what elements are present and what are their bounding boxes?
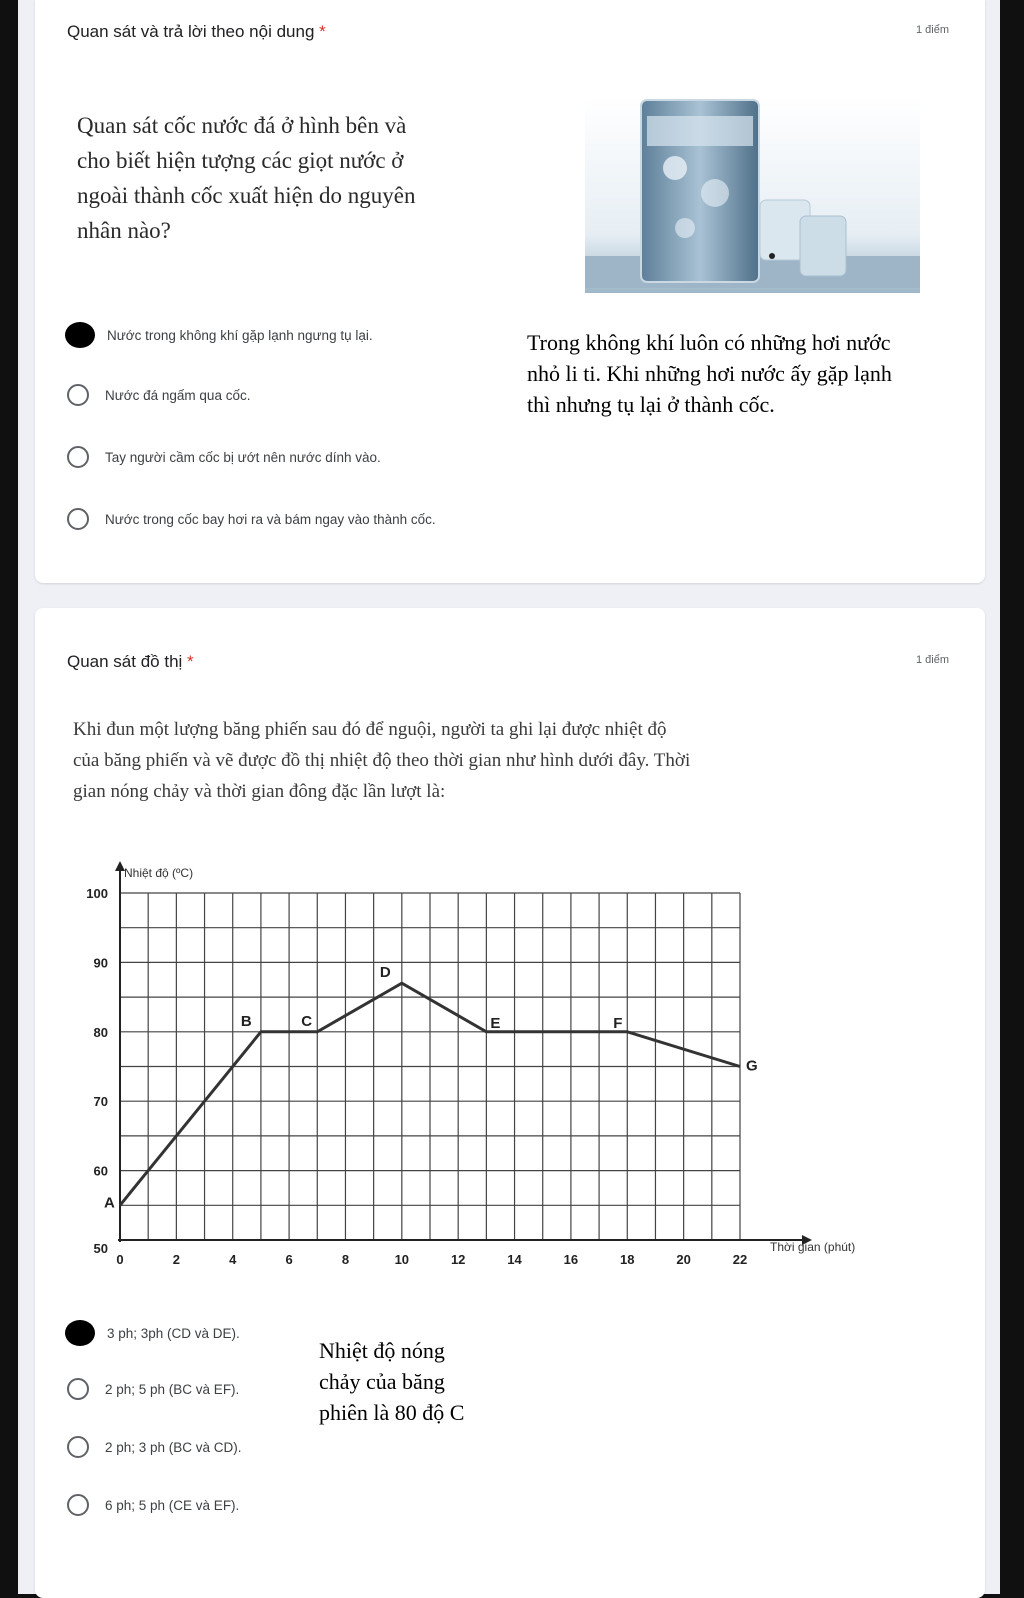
explanation-line: nhỏ li ti. Khi những hơi nước ấy gặp lạnh	[527, 361, 892, 386]
explanation-line: phiên là 80 độ C	[319, 1400, 465, 1425]
required-asterisk: *	[319, 22, 326, 41]
option-row[interactable]	[67, 508, 436, 530]
prompt-line: ngoài thành cốc xuất hiện do nguyên	[77, 183, 416, 208]
option-row[interactable]	[65, 1320, 240, 1346]
question-title-text: Quan sát đồ thị	[67, 652, 183, 671]
option-label: 2 ph; 5 ph (BC và EF).	[105, 1381, 240, 1397]
points-label: 1 điểm	[915, 24, 949, 36]
question-card-1	[35, 0, 985, 583]
x-tick-label: 8	[341, 1252, 350, 1267]
answer-explanation	[527, 327, 896, 420]
option-label: Tay người cầm cốc bị ướt nên nước dính vào.	[105, 449, 381, 465]
radio-button-selected[interactable]	[65, 322, 95, 348]
question-prompt	[77, 108, 416, 248]
chart-axes	[115, 861, 812, 1245]
points-label: 1 điểm	[915, 654, 949, 666]
x-tick-label: 20	[676, 1252, 691, 1267]
x-tick-label: 14	[507, 1252, 522, 1267]
point-label: F	[613, 1014, 623, 1032]
option-row[interactable]	[67, 446, 381, 468]
explanation-line: chảy của băng	[319, 1369, 445, 1394]
prompt-line: của băng phiến và vẽ được đồ thị nhiệt độ theo thời gian như hình dưới đây. Thời	[73, 750, 691, 771]
x-tick-label: 12	[450, 1252, 466, 1267]
point-label: G	[746, 1057, 758, 1075]
chart-series	[104, 964, 758, 1211]
option-row[interactable]	[65, 322, 373, 348]
option-label: Nước trong không khí gặp lạnh ngưng tụ lại.	[107, 327, 373, 343]
prompt-line: cho biết hiện tượng các giọt nước ở	[77, 148, 404, 173]
prompt-line: Quan sát cốc nước đá ở hình bên và	[77, 113, 407, 138]
x-tick-label: 18	[620, 1252, 635, 1267]
y-axis-label: Nhiệt độ (ºC)	[124, 866, 194, 880]
option-label: Nước đá ngấm qua cốc.	[105, 387, 251, 403]
option-row[interactable]	[67, 1378, 239, 1400]
explanation-line: Trong không khí luôn có những hơi nước	[527, 330, 891, 355]
option-label: 3 ph; 3ph (CD và DE).	[107, 1325, 240, 1341]
radio-button[interactable]	[67, 508, 89, 530]
y-tick-label: 50	[93, 1241, 108, 1256]
point-label: A	[104, 1194, 115, 1212]
radio-button[interactable]	[67, 1494, 89, 1516]
question-prompt	[73, 714, 690, 807]
x-tick-label: 22	[732, 1252, 748, 1267]
option-label: 6 ph; 5 ph (CE và EF).	[105, 1497, 240, 1513]
x-tick-label: 4	[229, 1252, 237, 1267]
x-tick-label: 6	[285, 1252, 293, 1267]
explanation-line: thì nhưng tụ lại ở thành cốc.	[527, 392, 775, 417]
y-tick-label: 70	[93, 1094, 108, 1110]
x-tick-label: 10	[394, 1252, 410, 1267]
radio-button[interactable]	[67, 1378, 89, 1400]
radio-button[interactable]	[67, 384, 89, 406]
point-label: E	[490, 1014, 501, 1032]
ice-glass-image	[585, 98, 920, 293]
x-tick-label: 0	[116, 1252, 124, 1267]
option-row[interactable]	[67, 384, 250, 406]
point-label: B	[240, 1012, 252, 1030]
question-title	[67, 652, 194, 672]
option-label: 2 ph; 3 ph (BC và CD).	[105, 1439, 242, 1455]
radio-button[interactable]	[67, 446, 89, 468]
radio-button-selected[interactable]	[65, 1320, 95, 1346]
y-tick-label: 80	[93, 1024, 108, 1040]
answer-explanation	[319, 1335, 468, 1428]
radio-button[interactable]	[67, 1436, 89, 1458]
question-title	[67, 22, 326, 42]
question-title-text: Quan sát và trả lời theo nội dung	[67, 22, 315, 41]
explanation-line: Nhiệt độ nóng	[319, 1338, 445, 1363]
y-tick-label: 100	[86, 886, 108, 901]
x-tick-label: 16	[563, 1252, 579, 1267]
option-row[interactable]	[67, 1494, 239, 1516]
x-tick-label: 2	[172, 1252, 180, 1267]
required-asterisk: *	[187, 652, 194, 671]
option-label: Nước trong cốc bay hơi ra và bám ngay vào thành cốc.	[105, 511, 436, 527]
chart-grid	[120, 893, 740, 1240]
y-tick-label: 90	[93, 955, 108, 971]
prompt-line: gian nóng chảy và thời gian đông đặc lần lượt là:	[73, 781, 446, 802]
prompt-line: Khi đun một lượng băng phiến sau đó để nguội, người ta ghi lại được nhiệt độ	[73, 719, 667, 740]
temperature-time-chart	[70, 855, 910, 1305]
y-tick-label: 60	[93, 1163, 108, 1179]
option-row[interactable]	[67, 1436, 242, 1458]
chart-ticks	[86, 886, 747, 1267]
point-label: C	[301, 1012, 313, 1030]
prompt-line: nhân nào?	[77, 218, 171, 243]
point-label: D	[379, 964, 391, 982]
x-axis-label: Thời gian (phút)	[770, 1240, 856, 1254]
